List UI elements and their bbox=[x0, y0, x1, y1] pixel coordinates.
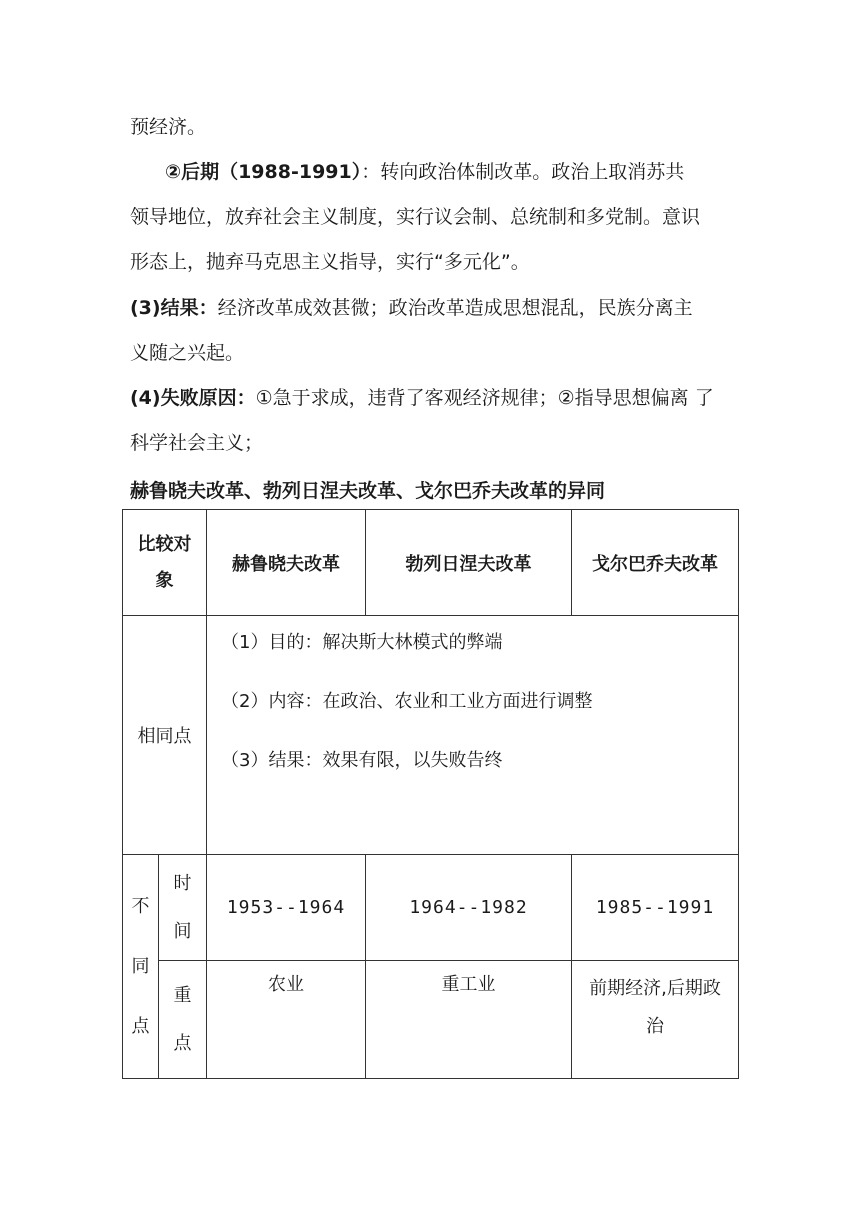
similarity-item: （1）目的：解决斯大林模式的弊端 bbox=[221, 632, 503, 653]
table-title: 赫鲁晓夫改革、勃列日涅夫改革、戈尔巴乔夫改革的异同 bbox=[130, 480, 606, 502]
result-label: (3)结果： bbox=[130, 297, 218, 319]
text-line: 形态上，抛弃马克思主义指导，实行“多元化”。 bbox=[130, 251, 530, 273]
similarities-label: 相同点 bbox=[123, 616, 207, 855]
header-compare-label: 比较对 象 bbox=[123, 510, 207, 616]
time-label: 时 间 bbox=[159, 855, 207, 961]
table-header-row bbox=[123, 510, 739, 616]
result-text: 经济改革成效甚微；政治改革造成思想混乱，民族分离主 bbox=[217, 297, 693, 319]
similarities-content bbox=[207, 616, 739, 855]
focus-khrushchev: 农业 bbox=[207, 961, 366, 1079]
time-khrushchev: 1953--1964 bbox=[207, 855, 366, 961]
text-line: 领导地位，放弃社会主义制度，实行议会制、总统制和多党制。意识 bbox=[130, 206, 701, 228]
text-line: 预经济。 bbox=[130, 116, 207, 138]
later-period-label: ②后期（1988-1991） bbox=[165, 161, 362, 183]
paragraph-later-period bbox=[165, 160, 684, 184]
time-brezhnev: 1964--1982 bbox=[366, 855, 572, 961]
similarity-item: （2）内容：在政治、农业和工业方面进行调整 bbox=[221, 691, 593, 712]
similarity-item: （3）结果：效果有限，以失败告终 bbox=[221, 750, 503, 771]
focus-label: 重 点 bbox=[159, 961, 207, 1079]
text-line: 科学社会主义； bbox=[130, 432, 264, 454]
later-period-text: ：转向政治体制改革。政治上取消苏共 bbox=[361, 161, 685, 183]
focus-gorbachev: 前期经济,后期政 治 bbox=[572, 961, 739, 1079]
time-gorbachev: 1985--1991 bbox=[572, 855, 739, 961]
failure-text: ①急于求成，违背了客观经济规律；②指导思想偏离 了 bbox=[255, 387, 714, 409]
paragraph-result bbox=[130, 296, 693, 320]
differences-label: 不 同 点 bbox=[123, 855, 159, 1079]
failure-label: (4)失败原因： bbox=[130, 387, 256, 409]
header-gorbachev: 戈尔巴乔夫改革 bbox=[572, 510, 739, 616]
comparison-table bbox=[122, 509, 739, 1079]
text-line: 义随之兴起。 bbox=[130, 342, 245, 364]
focus-brezhnev: 重工业 bbox=[366, 961, 572, 1079]
table-row-time bbox=[123, 855, 739, 961]
paragraph-failure-reasons bbox=[130, 386, 714, 410]
table-row-similarities bbox=[123, 616, 739, 855]
header-khrushchev: 赫鲁晓夫改革 bbox=[207, 510, 366, 616]
header-brezhnev: 勃列日涅夫改革 bbox=[366, 510, 572, 616]
table-row-focus bbox=[123, 961, 739, 1079]
